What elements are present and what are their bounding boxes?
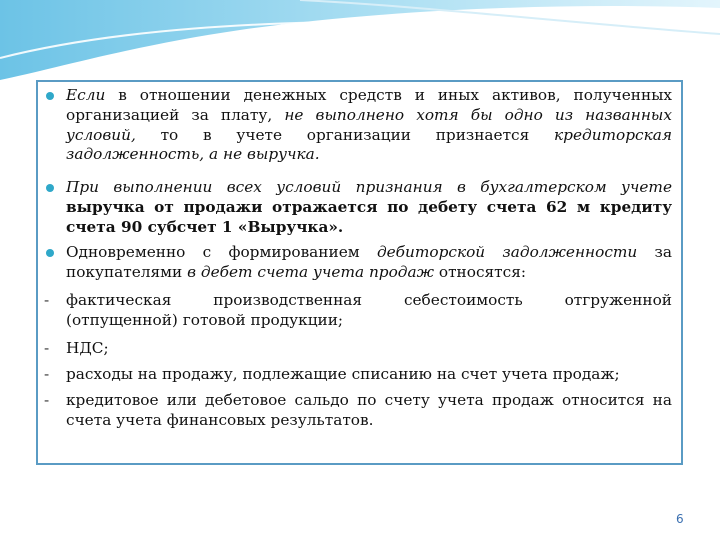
dash-marker: - xyxy=(44,339,50,357)
dash-marker: - xyxy=(44,365,50,383)
dash-item-2 xyxy=(44,339,672,359)
bullet-item-3 xyxy=(66,243,672,283)
dash-item-3 xyxy=(44,365,672,385)
bullet-item-1 xyxy=(66,86,672,165)
dash-4-text: кредитовое или дебетовое сальдо по счету учета продаж относится на счета учета финансовых результатов. xyxy=(66,391,672,429)
bullet-dot-icon xyxy=(46,92,54,100)
page-number: 6 xyxy=(676,512,684,526)
content-box xyxy=(36,80,683,465)
bullet-dot-icon xyxy=(46,249,54,257)
bullet-2-text: При выполнении всех условий признания в бухгалтерском учете выручка от продажи отражается по дебету счета 62 м кредиту счета 90 субсчет 1 «Выручка». xyxy=(66,178,672,236)
bullet-dot-icon xyxy=(46,184,54,192)
bullet-item-2 xyxy=(66,178,672,237)
dash-item-4 xyxy=(44,391,672,431)
dash-marker: - xyxy=(44,391,50,409)
bullet-3-text: Одновременно с формированием дебиторской задолженности за покупателями в дебет счета учета продаж относятся: xyxy=(66,243,673,281)
dash-1-text: фактическая производственная себестоимость отгруженной (отпущенной) готовой продукции; xyxy=(66,291,672,329)
dash-item-1 xyxy=(44,291,672,331)
dash-2-text: НДС; xyxy=(66,339,109,357)
dash-marker: - xyxy=(44,291,50,309)
bullet-1-text: Если в отношении денежных средств и иных активов, полученных организацией за плату, не выполнено хотя бы одно из названных условий, то в учете организации признается кредиторская задолженность, а не выручка. xyxy=(66,86,672,164)
dash-3-text: расходы на продажу, подлежащие списанию на счет учета продаж; xyxy=(66,365,620,383)
header-wave-decoration xyxy=(0,0,720,90)
